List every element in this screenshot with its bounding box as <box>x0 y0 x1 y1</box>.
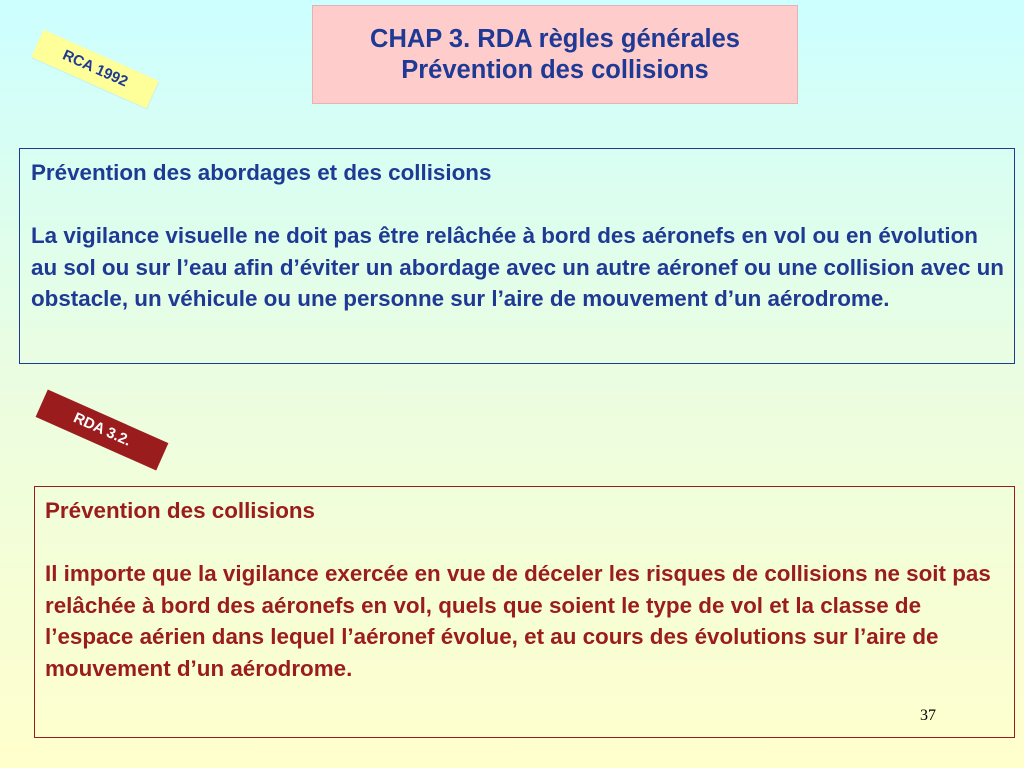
slide-title <box>312 5 798 104</box>
rca-text-panel <box>19 148 1015 364</box>
rca-panel-body: La vigilance visuelle ne doit pas être relâchée à bord des aéronefs en vol ou en évolution au sol ou sur l’eau afin d’éviter un abordage avec un autre aéronef ou une collision avec un obstacle, un véhicule ou une personne sur l’aire de mouvement d’un aérodrome. <box>31 223 1004 311</box>
rda-panel-heading: Prévention des collisions <box>45 498 316 523</box>
slide-title-line2: Prévention des collisions <box>401 55 709 84</box>
rca-panel-heading: Prévention des abordages et des collisions <box>31 160 492 185</box>
slide-number: 37 <box>920 707 936 724</box>
rda-panel-body: Il importe que la vigilance exercée en vue de déceler les risques de collisions ne soit pas relâchée à bord des aéronefs en vol, quels que soient le type de vol et la classe de l’espace aérien dans lequel l’aéronef évolue, et au cours des évolutions sur l’aire de mouvement d’un aérodrome. <box>45 561 991 681</box>
rda-text-panel <box>34 486 1015 738</box>
slide-title-line1: CHAP 3. RDA règles générales <box>370 24 740 53</box>
rda-3-2-tag: RDA 3.2. <box>36 389 169 470</box>
rca-1992-tag: RCA 1992 <box>31 30 158 109</box>
